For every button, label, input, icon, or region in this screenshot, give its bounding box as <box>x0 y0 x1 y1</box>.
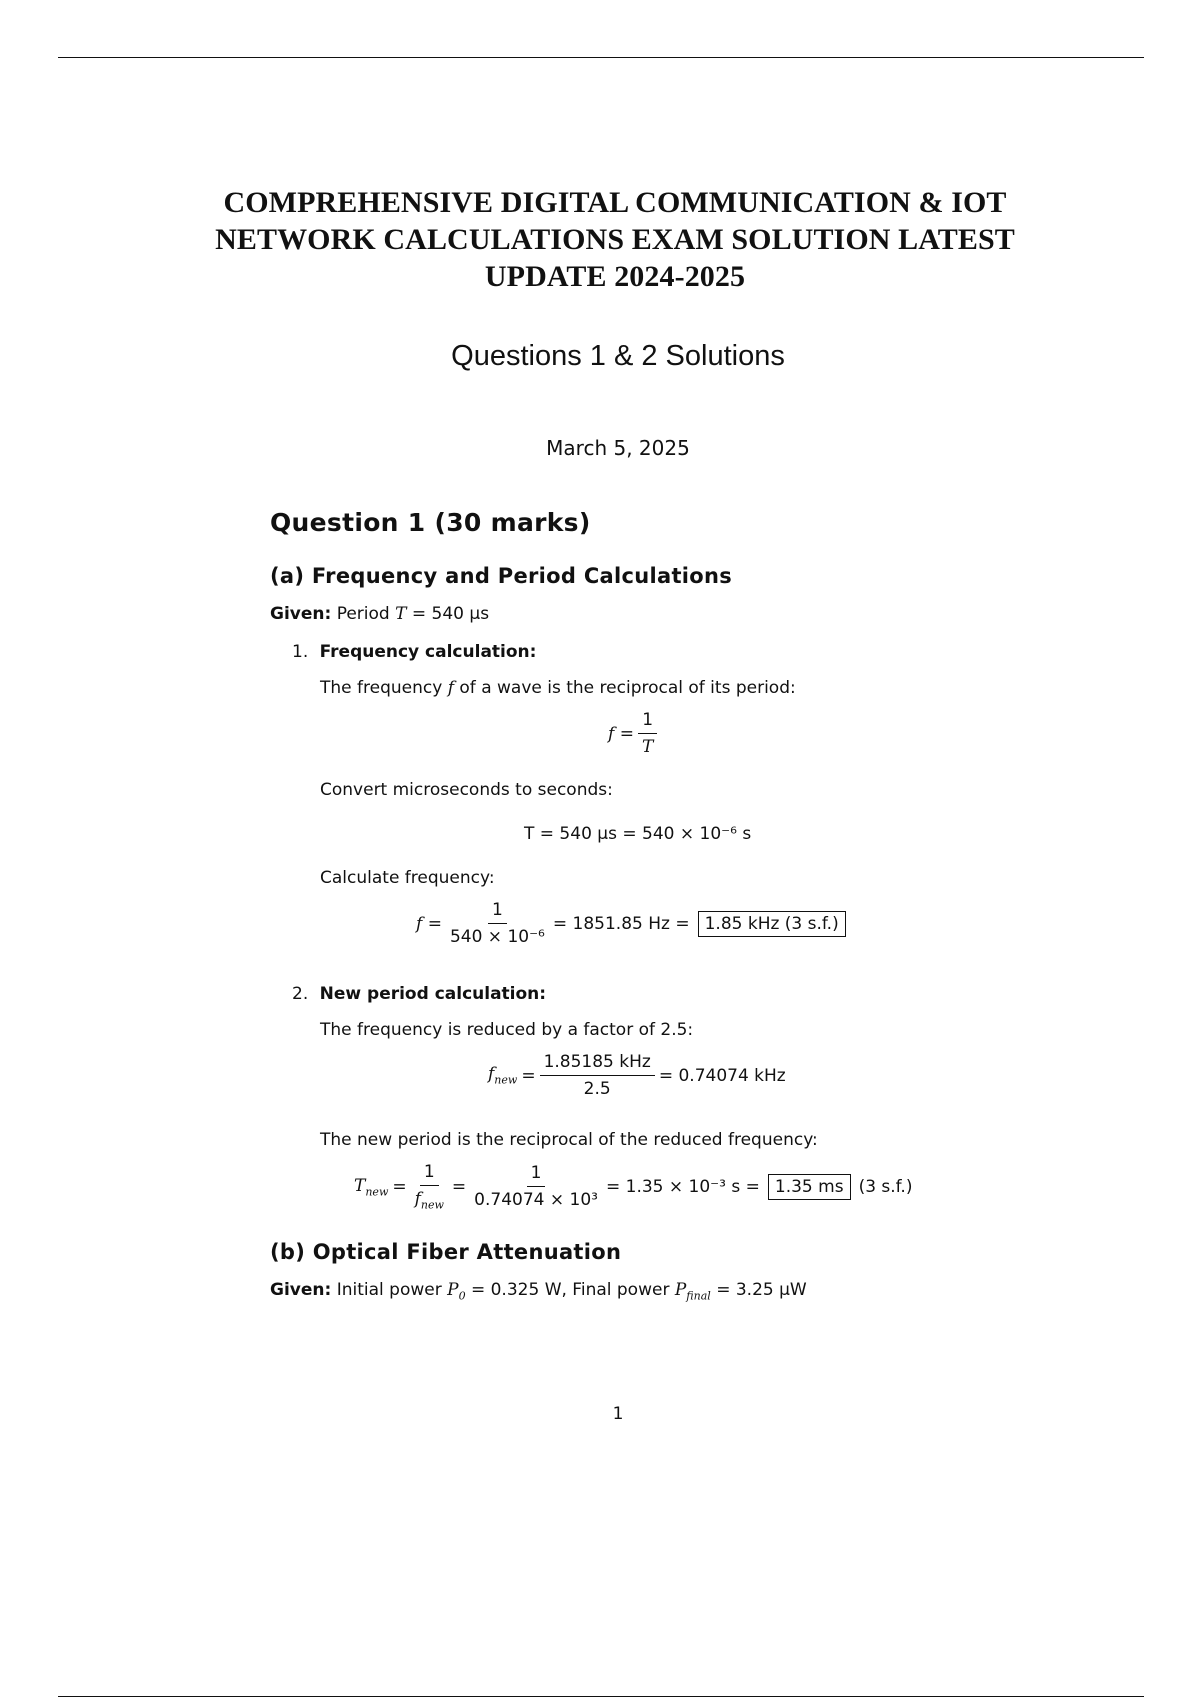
fnew-denominator: 2.5 <box>583 1079 611 1099</box>
step-2-number: 2. <box>292 984 309 1004</box>
tnew-fraction-2 <box>470 1163 602 1210</box>
fnew-fraction <box>540 1052 655 1099</box>
period-result-box: 1.35 ms <box>768 1174 851 1200</box>
frequency-calculation <box>416 900 846 947</box>
tnew-num-1: 1 <box>420 1162 439 1186</box>
part-a-heading: (a) Frequency and Period Calculations <box>270 564 733 588</box>
desc-post: of a wave is the reciprocal of its period: <box>459 678 796 698</box>
tnew-lhs: $T_{new}$ <box>354 1175 389 1198</box>
calc-lhs: f = <box>416 913 442 934</box>
given-var: T <box>395 604 407 624</box>
calc-numerator: 1 <box>488 900 507 924</box>
tnew-mid: = 1.35 × 10⁻³ s = <box>605 1176 760 1197</box>
title-line-2: NETWORK CALCULATIONS EXAM SOLUTION LATEST <box>215 223 1015 256</box>
step-2-title-text: New period calculation: <box>319 984 547 1004</box>
part-b-given <box>270 1280 807 1302</box>
given-text: Period <box>336 604 390 624</box>
new-frequency-formula <box>488 1052 786 1099</box>
calc-denominator: 540 × 10⁻⁶ <box>449 927 545 947</box>
p0-var: $P_0$ <box>447 1280 466 1303</box>
given-label: Given: <box>270 604 332 624</box>
formula-denominator: T <box>641 737 654 757</box>
fnew-eq: = <box>521 1065 536 1086</box>
new-period-calculation: $T_{new}$ = $\frac{1}{f_{new}}$ = $\frac{1}{\text{0.74074 × 10³}}$ = 1.35 × 10⁻³ s = 1.35 ms (3 s.f.) <box>354 1162 913 1212</box>
part-b-given-label: Given: <box>270 1280 332 1300</box>
part-a-given <box>270 604 489 624</box>
calc-text: Calculate frequency: <box>320 868 495 888</box>
formula-numerator: 1 <box>638 710 657 734</box>
tnew-num-2: 1 <box>527 1163 546 1187</box>
formula-fraction <box>638 710 657 757</box>
part-b-heading: (b) Optical Fiber Attenuation <box>270 1240 622 1264</box>
bottom-rule <box>58 1696 1144 1697</box>
step-2-description: The frequency is reduced by a factor of 2.5: <box>320 1020 694 1040</box>
fnew-rhs: = 0.74074 kHz <box>658 1065 786 1086</box>
step-1-title-text: Frequency calculation: <box>319 642 537 662</box>
desc-pre: The frequency <box>320 678 443 698</box>
p0-value: = 0.325 W, Final power <box>470 1280 670 1300</box>
step-1-number: 1. <box>292 642 309 662</box>
calc-mid: = 1851.85 Hz = <box>552 913 690 934</box>
frequency-result-box: 1.85 kHz (3 s.f.) <box>698 911 846 937</box>
step-1-description <box>320 678 796 698</box>
page-number: 1 <box>612 1404 624 1424</box>
question-1-heading: Question 1 (30 marks) <box>270 508 591 537</box>
convert-equation: T = 540 µs = 540 × 10⁻⁶ s <box>524 824 752 844</box>
document-title <box>150 184 1080 295</box>
document-date: March 5, 2025 <box>546 436 690 460</box>
fnew-lhs: $f_{new}$ <box>488 1064 518 1087</box>
desc-var: f <box>447 678 454 698</box>
formula-lhs: f = <box>608 723 634 744</box>
step-2-title <box>292 984 546 1004</box>
pf-var: $P_{final}$ <box>674 1280 711 1303</box>
tnew-den-2: 0.74074 × 10³ <box>474 1190 598 1211</box>
pf-value: = 3.25 µW <box>716 1280 807 1300</box>
title-line-1: COMPREHENSIVE DIGITAL COMMUNICATION & IOT <box>223 186 1007 219</box>
part-b-given-text: Initial power <box>336 1280 442 1300</box>
given-value: = 540 µs <box>411 604 490 624</box>
frequency-formula <box>608 710 661 757</box>
tnew-fraction-1 <box>411 1162 448 1211</box>
step-1-title <box>292 642 536 662</box>
tnew-den-1: $f_{new}$ <box>414 1189 444 1212</box>
top-rule <box>58 57 1144 58</box>
title-line-3: UPDATE 2024-2025 <box>484 260 746 293</box>
fnew-numerator: 1.85185 kHz <box>540 1052 655 1076</box>
document-subtitle: Questions 1 & 2 Solutions <box>451 340 785 372</box>
calc-fraction <box>446 900 549 947</box>
period-text: The new period is the reciprocal of the reduced frequency: <box>320 1130 818 1150</box>
tnew-tail: (3 s.f.) <box>858 1176 913 1197</box>
convert-text: Convert microseconds to seconds: <box>320 780 613 800</box>
